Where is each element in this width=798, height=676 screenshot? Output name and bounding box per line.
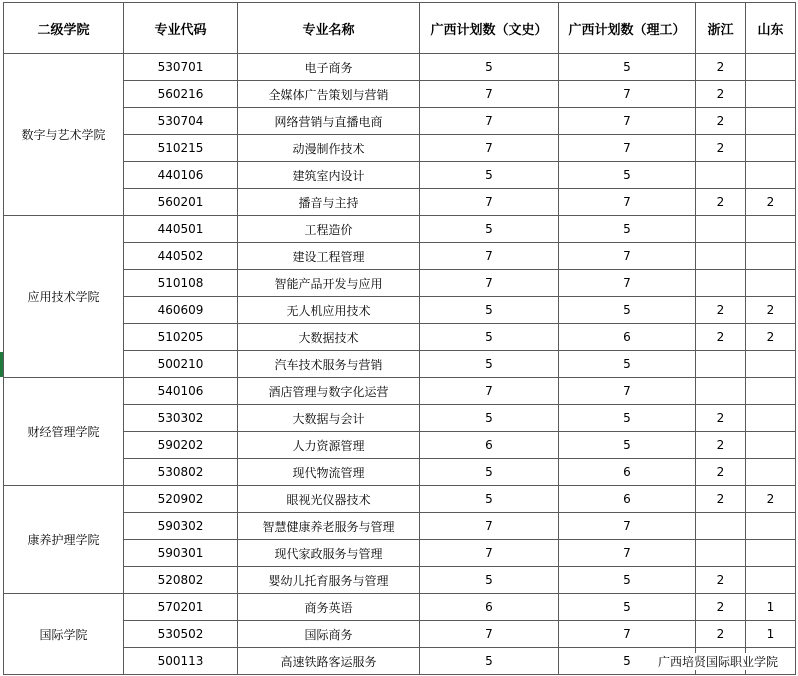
cell-gx-science: 7 <box>559 243 696 270</box>
cell-shandong <box>746 81 796 108</box>
cell-shandong <box>746 54 796 81</box>
cell-code: 560216 <box>124 81 238 108</box>
cell-zhejiang: 2 <box>696 81 746 108</box>
cell-gx-arts: 7 <box>420 189 559 216</box>
cell-gx-science: 5 <box>559 216 696 243</box>
cell-major: 大数据与会计 <box>238 405 420 432</box>
header-zhejiang: 浙江 <box>696 3 746 54</box>
cell-college: 应用技术学院 <box>4 216 124 378</box>
header-gx-science: 广西计划数（理工） <box>559 3 696 54</box>
cell-gx-science: 7 <box>559 108 696 135</box>
table-row <box>4 486 796 513</box>
cell-code: 570201 <box>124 594 238 621</box>
cell-gx-arts: 5 <box>420 162 559 189</box>
cell-major: 建设工程管理 <box>238 243 420 270</box>
cell-zhejiang: 2 <box>696 486 746 513</box>
cell-shandong <box>746 459 796 486</box>
cell-major: 现代物流管理 <box>238 459 420 486</box>
cell-gx-science: 6 <box>559 459 696 486</box>
cell-gx-arts: 7 <box>420 135 559 162</box>
cell-college: 康养护理学院 <box>4 486 124 594</box>
cell-zhejiang: 2 <box>696 189 746 216</box>
cell-shandong <box>746 540 796 567</box>
cell-major: 汽车技术服务与营销 <box>238 351 420 378</box>
header-row <box>4 3 796 54</box>
cell-gx-science: 7 <box>559 81 696 108</box>
cell-shandong <box>746 378 796 405</box>
cell-gx-science: 5 <box>559 567 696 594</box>
cell-gx-science: 7 <box>559 378 696 405</box>
cell-zhejiang <box>696 540 746 567</box>
cell-college: 国际学院 <box>4 594 124 675</box>
cell-code: 530704 <box>124 108 238 135</box>
cell-gx-science: 5 <box>559 648 696 675</box>
cell-major: 智慧健康养老服务与管理 <box>238 513 420 540</box>
cell-shandong <box>746 108 796 135</box>
cell-code: 520802 <box>124 567 238 594</box>
cell-gx-science: 5 <box>559 351 696 378</box>
cell-code: 530502 <box>124 621 238 648</box>
cell-gx-science: 7 <box>559 189 696 216</box>
cell-gx-science: 6 <box>559 486 696 513</box>
cell-code: 590202 <box>124 432 238 459</box>
cell-code: 460609 <box>124 297 238 324</box>
cell-gx-arts: 5 <box>420 486 559 513</box>
cell-code: 510108 <box>124 270 238 297</box>
cell-code: 520902 <box>124 486 238 513</box>
cell-gx-arts: 5 <box>420 351 559 378</box>
cell-gx-arts: 5 <box>420 216 559 243</box>
cell-zhejiang: 2 <box>696 324 746 351</box>
header-major: 专业名称 <box>238 3 420 54</box>
cell-major: 大数据技术 <box>238 324 420 351</box>
cell-major: 建筑室内设计 <box>238 162 420 189</box>
cell-gx-arts: 7 <box>420 81 559 108</box>
cell-code: 440502 <box>124 243 238 270</box>
cell-zhejiang <box>696 162 746 189</box>
cell-zhejiang: 2 <box>696 135 746 162</box>
cell-major: 无人机应用技术 <box>238 297 420 324</box>
cell-gx-arts: 7 <box>420 378 559 405</box>
cell-zhejiang: 2 <box>696 108 746 135</box>
table-row <box>4 594 796 621</box>
cell-major: 酒店管理与数字化运营 <box>238 378 420 405</box>
cell-major: 电子商务 <box>238 54 420 81</box>
cell-gx-science: 6 <box>559 324 696 351</box>
cell-code: 530302 <box>124 405 238 432</box>
cell-gx-arts: 5 <box>420 459 559 486</box>
cell-gx-science: 7 <box>559 135 696 162</box>
cell-major: 现代家政服务与管理 <box>238 540 420 567</box>
cell-gx-science: 7 <box>559 513 696 540</box>
cell-gx-arts: 5 <box>420 648 559 675</box>
cell-shandong <box>746 216 796 243</box>
cell-shandong <box>746 162 796 189</box>
cell-major: 动漫制作技术 <box>238 135 420 162</box>
cell-shandong <box>746 270 796 297</box>
cell-zhejiang: 2 <box>696 432 746 459</box>
cell-major: 智能产品开发与应用 <box>238 270 420 297</box>
header-shandong: 山东 <box>746 3 796 54</box>
cell-shandong: 2 <box>746 486 796 513</box>
cell-shandong: 1 <box>746 594 796 621</box>
cell-shandong: 1 <box>746 621 796 648</box>
row-selection-marker <box>0 352 3 377</box>
cell-zhejiang <box>696 378 746 405</box>
cell-gx-science: 5 <box>559 594 696 621</box>
header-code: 专业代码 <box>124 3 238 54</box>
cell-gx-arts: 5 <box>420 297 559 324</box>
cell-zhejiang: 2 <box>696 405 746 432</box>
cell-gx-science: 7 <box>559 270 696 297</box>
cell-code: 560201 <box>124 189 238 216</box>
cell-shandong: 2 <box>746 189 796 216</box>
cell-shandong <box>746 351 796 378</box>
cell-code: 590301 <box>124 540 238 567</box>
cell-code: 440501 <box>124 216 238 243</box>
cell-code: 500113 <box>124 648 238 675</box>
cell-gx-arts: 7 <box>420 243 559 270</box>
cell-zhejiang <box>696 270 746 297</box>
cell-zhejiang: 2 <box>696 621 746 648</box>
cell-zhejiang <box>696 216 746 243</box>
cell-gx-science: 5 <box>559 432 696 459</box>
cell-zhejiang: 2 <box>696 297 746 324</box>
cell-major: 眼视光仪器技术 <box>238 486 420 513</box>
cell-zhejiang: 2 <box>696 567 746 594</box>
cell-shandong <box>746 405 796 432</box>
cell-code: 500210 <box>124 351 238 378</box>
cell-gx-arts: 5 <box>420 324 559 351</box>
cell-gx-arts: 7 <box>420 513 559 540</box>
cell-code: 540106 <box>124 378 238 405</box>
cell-gx-arts: 7 <box>420 621 559 648</box>
cell-gx-arts: 7 <box>420 108 559 135</box>
cell-gx-science: 7 <box>559 540 696 567</box>
table-row <box>4 216 796 243</box>
cell-gx-science: 5 <box>559 405 696 432</box>
cell-zhejiang <box>696 351 746 378</box>
cell-shandong <box>746 432 796 459</box>
cell-shandong <box>746 567 796 594</box>
cell-gx-arts: 6 <box>420 594 559 621</box>
enrollment-plan-table <box>3 2 796 675</box>
cell-code: 530802 <box>124 459 238 486</box>
cell-gx-science: 7 <box>559 621 696 648</box>
cell-gx-arts: 5 <box>420 54 559 81</box>
cell-major: 工程造价 <box>238 216 420 243</box>
cell-college: 数字与艺术学院 <box>4 54 124 216</box>
cell-zhejiang <box>696 513 746 540</box>
cell-major: 播音与主持 <box>238 189 420 216</box>
watermark: 广西培贤国际职业学院 <box>657 655 778 669</box>
cell-shandong <box>746 243 796 270</box>
cell-major: 全媒体广告策划与营销 <box>238 81 420 108</box>
cell-gx-arts: 7 <box>420 540 559 567</box>
cell-major: 商务英语 <box>238 594 420 621</box>
cell-code: 510215 <box>124 135 238 162</box>
cell-zhejiang: 2 <box>696 594 746 621</box>
cell-major: 人力资源管理 <box>238 432 420 459</box>
cell-gx-arts: 5 <box>420 405 559 432</box>
cell-major: 高速铁路客运服务 <box>238 648 420 675</box>
cell-code: 510205 <box>124 324 238 351</box>
cell-gx-arts: 5 <box>420 567 559 594</box>
cell-gx-science: 5 <box>559 162 696 189</box>
cell-major: 网络营销与直播电商 <box>238 108 420 135</box>
cell-major: 国际商务 <box>238 621 420 648</box>
cell-code: 530701 <box>124 54 238 81</box>
cell-zhejiang: 2 <box>696 459 746 486</box>
cell-major: 婴幼儿托育服务与管理 <box>238 567 420 594</box>
table-row <box>4 378 796 405</box>
cell-shandong <box>746 135 796 162</box>
table-row <box>4 54 796 81</box>
cell-shandong <box>746 513 796 540</box>
cell-gx-science: 5 <box>559 297 696 324</box>
cell-zhejiang: 2 <box>696 54 746 81</box>
cell-code: 590302 <box>124 513 238 540</box>
cell-gx-arts: 7 <box>420 270 559 297</box>
header-gx-arts: 广西计划数（文史） <box>420 3 559 54</box>
cell-code: 440106 <box>124 162 238 189</box>
cell-shandong: 2 <box>746 297 796 324</box>
cell-college: 财经管理学院 <box>4 378 124 486</box>
cell-gx-science: 5 <box>559 54 696 81</box>
cell-gx-arts: 6 <box>420 432 559 459</box>
cell-shandong: 2 <box>746 324 796 351</box>
header-college: 二级学院 <box>4 3 124 54</box>
cell-zhejiang <box>696 243 746 270</box>
